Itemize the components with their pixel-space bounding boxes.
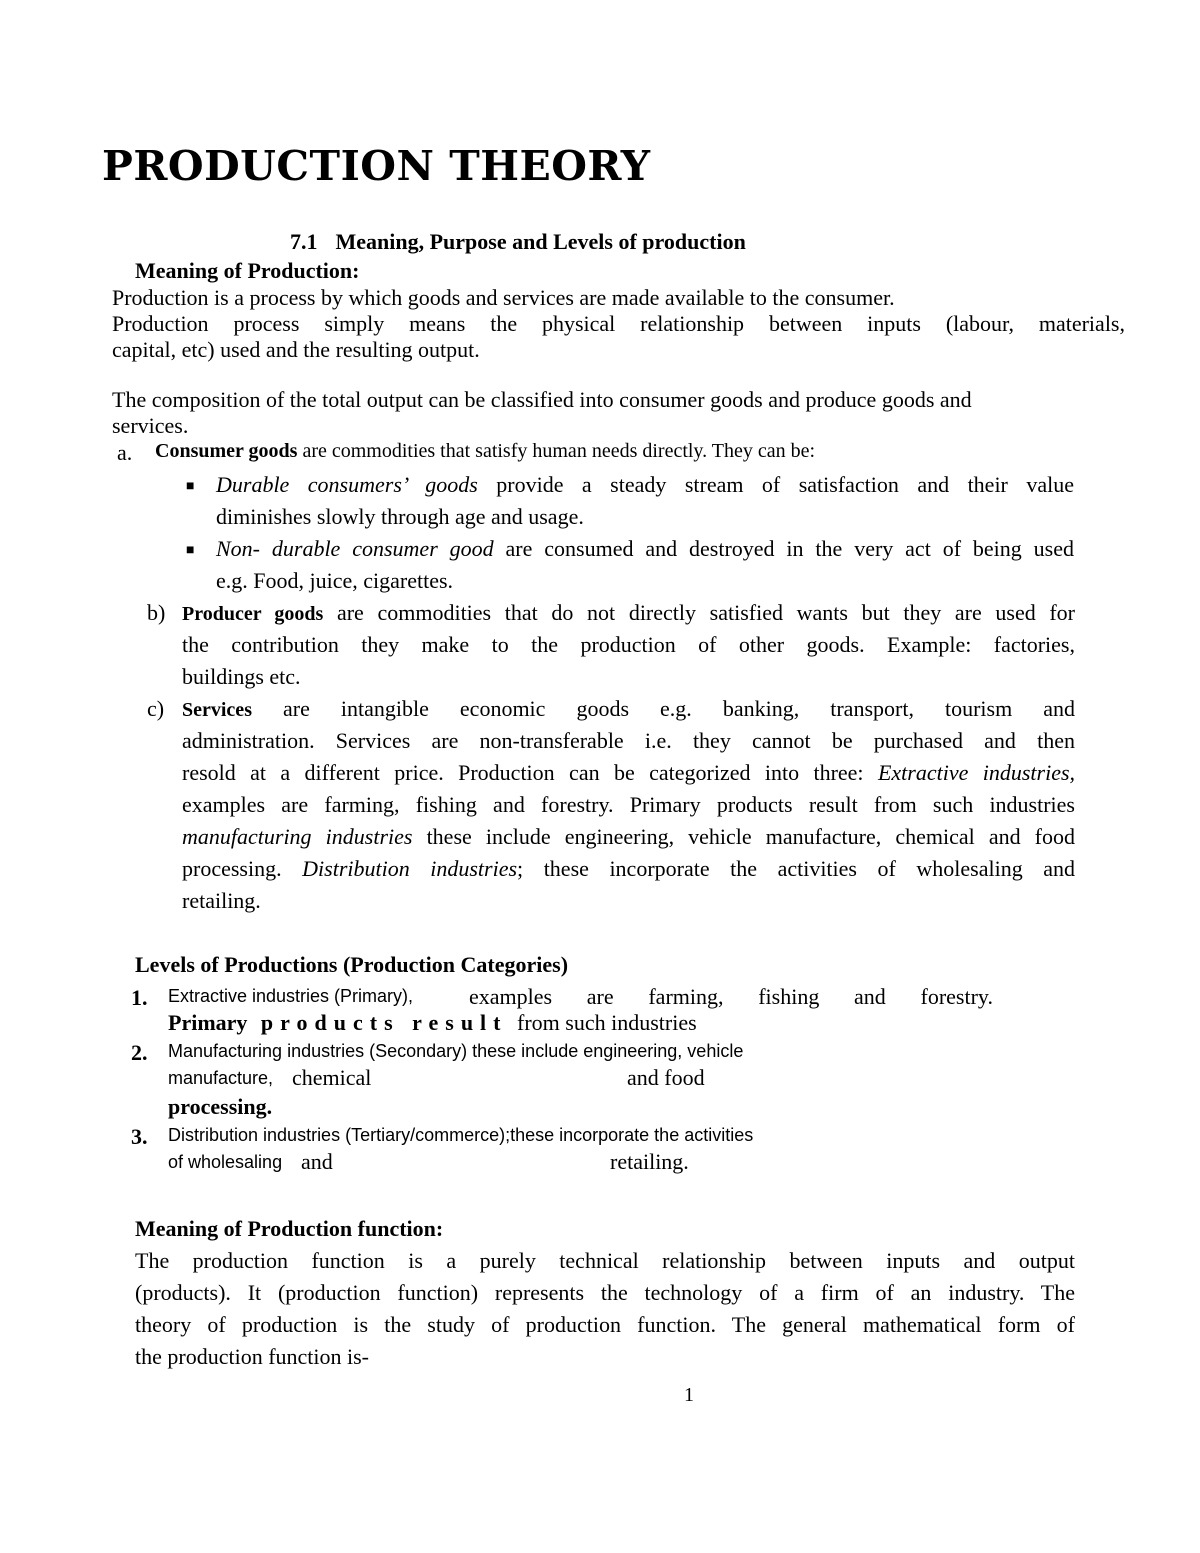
services-line-3 [182,760,1075,786]
nondurable-goods-term: Non- durable consumer good [216,536,494,561]
services-term: Services [182,699,252,721]
durable-goods-line-1 [216,472,1074,498]
nondurable-goods-text: are consumed and destroyed in the very act of being used [505,536,1074,561]
level-3-line-1: Distribution industries (Tertiary/commerce);these incorporate the activities [168,1125,754,1145]
producer-goods-text: are commodities that do not directly satisfied wants but they are used for [336,600,1076,625]
extractive-industries-term: Extractive industries, [877,760,1076,785]
production-function-line-1: The production function is a purely technical relationship between inputs and output [135,1248,1075,1273]
services-marker: c) [147,696,165,721]
services-line-4: examples are farming, fishing and forestry. Primary products result from such industries [182,792,1075,817]
level-2-line-3: processing. [168,1094,273,1119]
bullet-icon: ■ [186,479,195,494]
producer-goods-term: Producer goods [182,603,324,625]
composition-line-2: services. [112,413,189,438]
durable-goods-text: provide a steady stream of satisfaction and their value [496,472,1074,497]
level-2-line-1: Manufacturing industries (Secondary) these include engineering, vehicle [168,1041,744,1061]
section-heading [290,229,746,255]
section-title: Meaning, Purpose and Levels of production [335,229,746,254]
bullet-icon: ■ [186,543,195,558]
services-line-5-text: these include engineering, vehicle manufacture, chemical and food [426,824,1076,849]
meaning-line-2: Production process simply means the physical relationship between inputs (labour, materials, [112,311,1125,336]
services-line-6-text: processing. [182,856,282,881]
levels-heading: Levels of Productions (Production Categories) [135,952,569,977]
meaning-heading: Meaning of Production: [135,258,360,283]
level-2-word-chemical: chemical [292,1065,372,1090]
nondurable-goods-line-2: e.g. Food, juice, cigarettes. [216,568,454,593]
manufacturing-industries-term: manufacturing industries [182,824,413,849]
services-line-2: administration. Services are non-transferable i.e. they cannot be purchased and then [182,728,1075,753]
level-1-label: Extractive industries (Primary), [168,986,414,1006]
production-function-line-4: the production function is- [135,1344,370,1369]
meaning-line-1: Production is a process by which goods and services are made available to the consumer. [112,285,895,310]
producer-line-3: buildings etc. [182,664,301,689]
level-3-word-retailing: retailing. [610,1149,689,1174]
services-line-6 [182,856,1075,882]
level-3-word-and: and [301,1149,333,1174]
services-line-1 [182,696,1075,722]
services-line-7: retailing. [182,888,261,913]
level-1-line-2-text: from such industries [517,1010,697,1035]
primary-label: Primary [168,1010,248,1035]
page-number: 1 [684,1384,694,1406]
producer-line-1 [182,600,1075,626]
composition-line-1: The composition of the total output can be classified into consumer goods and produce goods and [112,387,972,412]
services-line-6-rest: ; these incorporate the activities of wholesaling and [517,856,1076,881]
production-function-line-2: (products). It (production function) represents the technology of a firm of an industry. The [135,1280,1075,1305]
products-result-label: products result [260,1010,508,1035]
consumer-marker: a. [117,440,133,465]
level-2-word-and-food: and food [627,1065,705,1090]
distribution-industries-term: Distribution industries [302,856,518,881]
consumer-goods-line [155,440,815,463]
services-text: are intangible economic goods e.g. banking, transport, tourism and [283,696,1075,721]
consumer-goods-term: Consumer goods [155,440,298,462]
producer-line-2: the contribution they make to the production of other goods. Example: factories, [182,632,1075,657]
level-1-line-2 [168,1010,697,1036]
services-line-5 [182,824,1075,850]
durable-goods-line-2: diminishes slowly through age and usage. [216,504,584,529]
level-1-text: examples are farming, fishing and forestry. [469,984,993,1009]
level-3-marker: 3. [131,1124,148,1149]
level-2-line-2: manufacture, [168,1068,274,1088]
durable-goods-term: Durable consumers’ goods [216,472,478,497]
services-line-3-text: resold at a different price. Production can be categorized into three: [182,760,864,785]
production-function-heading: Meaning of Production function: [135,1216,444,1241]
production-function-line-3: theory of production is the study of production function. The general mathematical form of [135,1312,1075,1337]
producer-marker: b) [147,600,166,625]
consumer-goods-text: are commodities that satisfy human needs directly. They can be: [302,440,816,462]
level-2-marker: 2. [131,1040,148,1065]
nondurable-goods-line-1 [216,536,1074,562]
section-number: 7.1 [290,229,318,254]
document-title: PRODUCTION THEORY [102,142,651,190]
meaning-line-3: capital, etc) used and the resulting output. [112,337,480,362]
level-3-line-2: of wholesaling [168,1152,283,1172]
level-1-marker: 1. [131,985,148,1010]
